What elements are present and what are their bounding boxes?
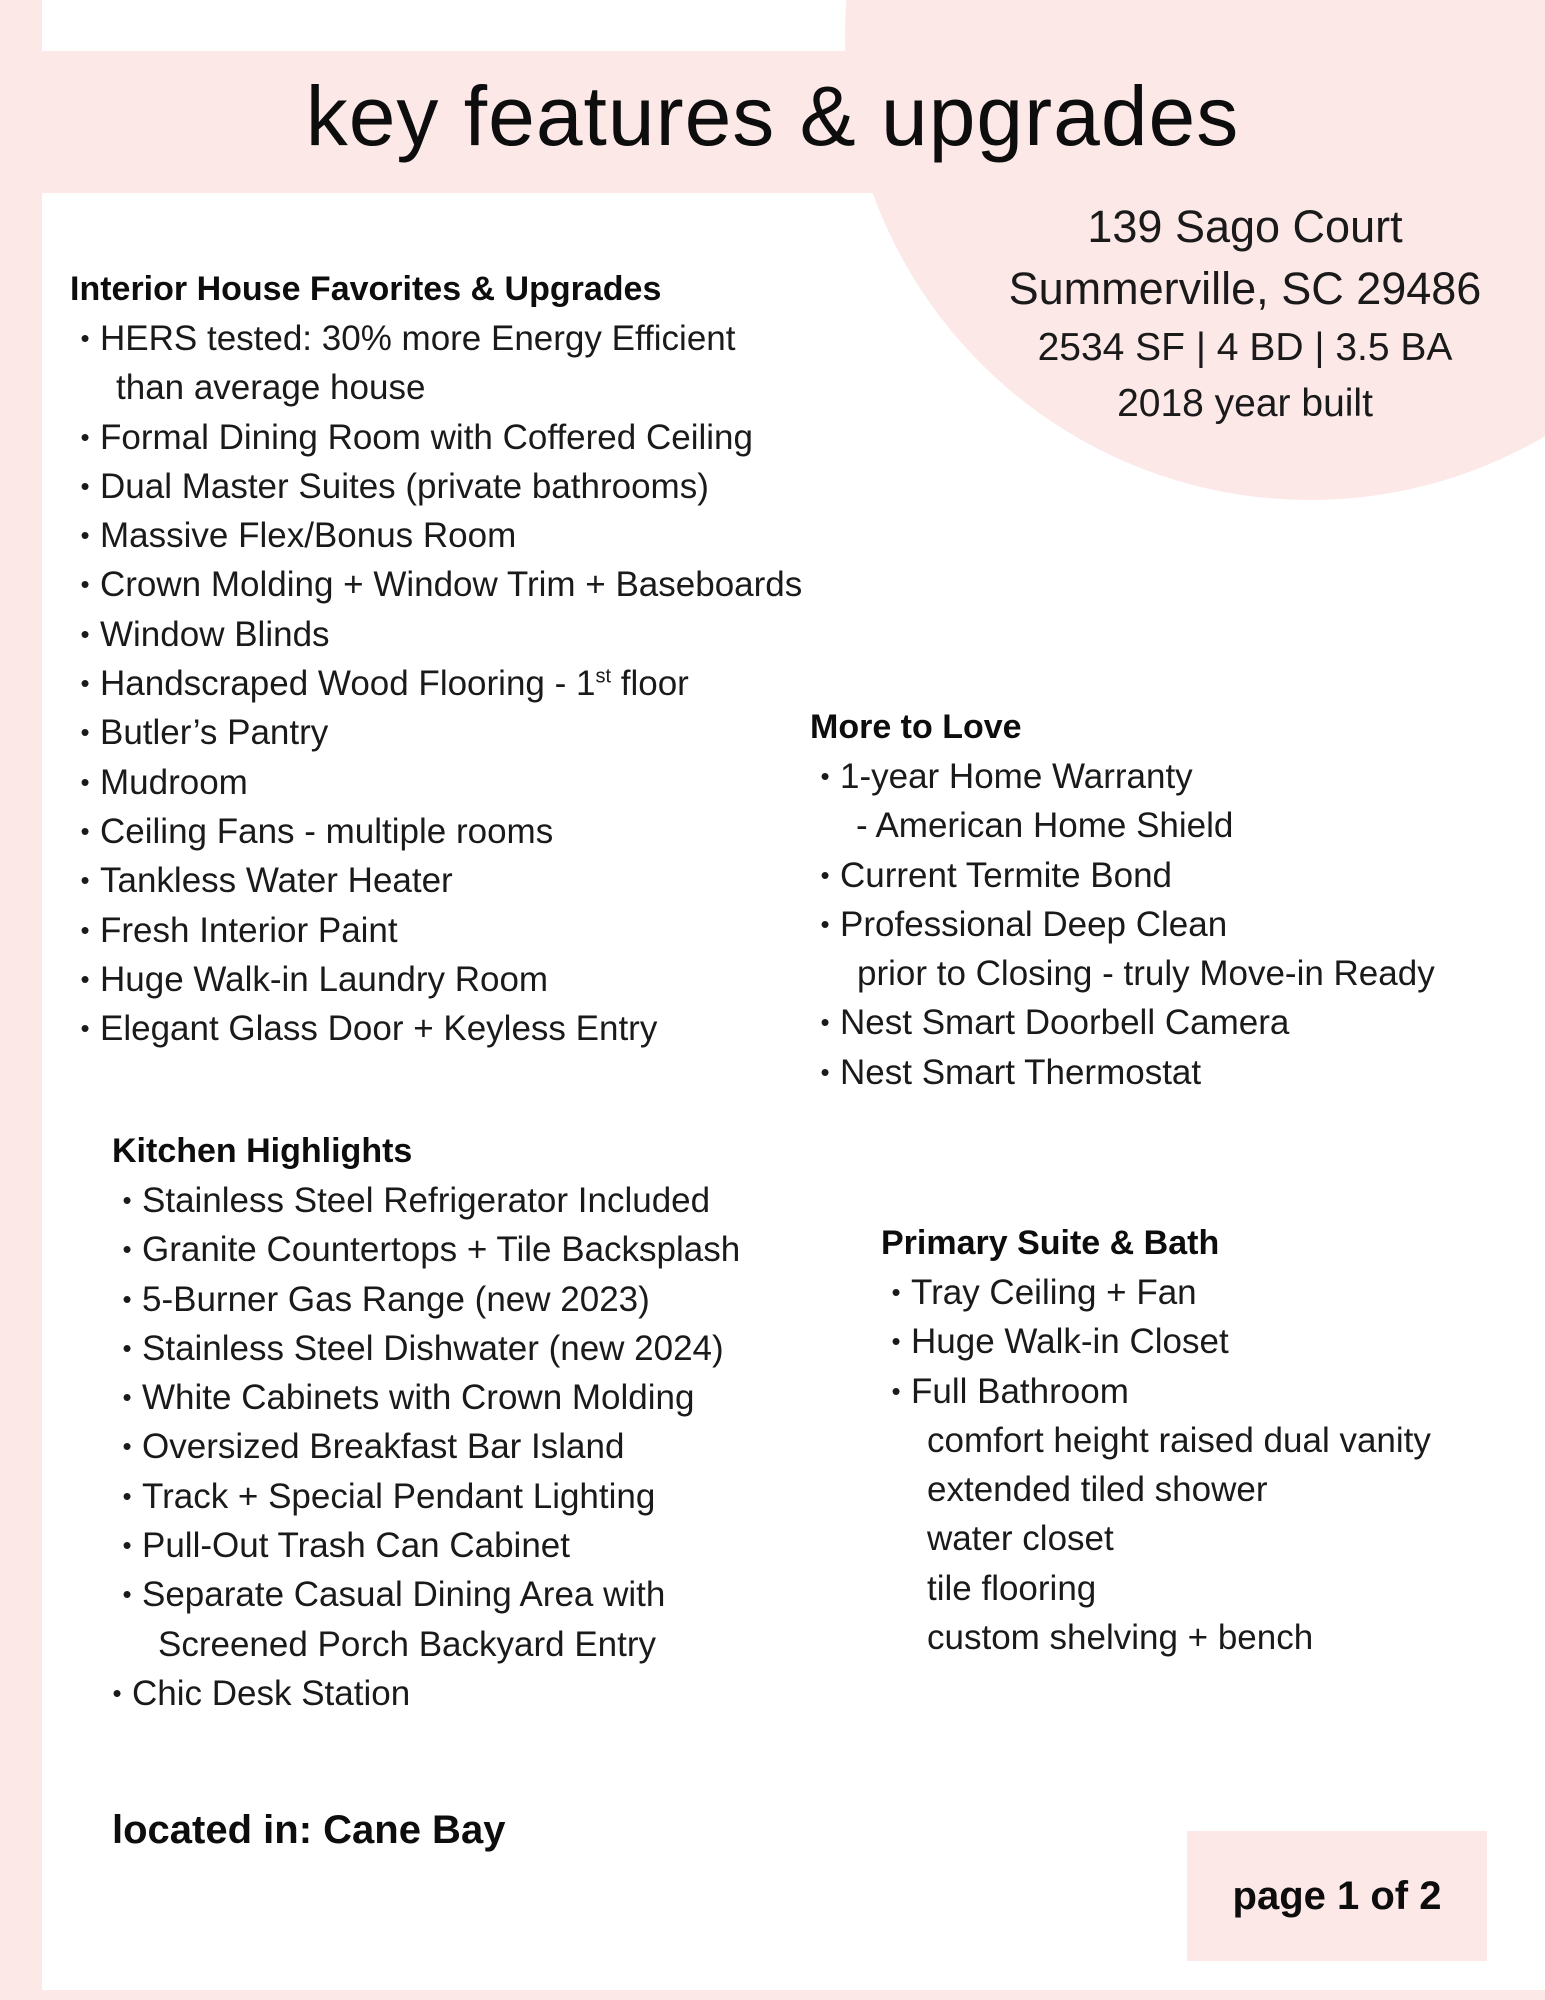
address-city: Summerville, SC 29486 bbox=[1008, 263, 1482, 314]
list-item-sub: custom shelving + bench bbox=[927, 1618, 1314, 1658]
kitchen-list bbox=[112, 1176, 740, 1718]
bullet-icon: • bbox=[80, 865, 90, 896]
bullet-icon: • bbox=[122, 1579, 132, 1610]
list-item: • Tray Ceiling + Fan bbox=[881, 1268, 1431, 1317]
bullet-icon: • bbox=[80, 323, 90, 353]
list-item: • 5-Burner Gas Range (new 2023) bbox=[112, 1275, 740, 1324]
list-item: • Current Termite Bond bbox=[810, 851, 1435, 900]
bullet-icon: • bbox=[820, 1007, 830, 1038]
bullet-icon: • bbox=[122, 1283, 132, 1314]
list-item-sub: extended tiled shower bbox=[927, 1470, 1268, 1510]
list-item: • Mudroom bbox=[70, 758, 802, 807]
list-item: • Separate Casual Dining Area with bbox=[112, 1570, 740, 1619]
list-item: • Chic Desk Station bbox=[102, 1669, 740, 1718]
list-item: • Nest Smart Thermostat bbox=[810, 1048, 1435, 1097]
interior-section bbox=[70, 265, 802, 1053]
list-item: • Elegant Glass Door + Keyless Entry bbox=[70, 1004, 802, 1053]
list-item: • Tankless Water Heater bbox=[70, 856, 802, 905]
list-item: • Full Bathroom bbox=[881, 1367, 1431, 1416]
page-title: key features & upgrades bbox=[305, 69, 1240, 163]
page-indicator bbox=[1187, 1831, 1487, 1961]
bullet-icon: • bbox=[80, 815, 90, 846]
list-item: • Granite Countertops + Tile Backsplash bbox=[112, 1225, 740, 1274]
bullet-icon: • bbox=[820, 859, 830, 890]
kitchen-section bbox=[112, 1127, 740, 1718]
list-item: • Oversized Breakfast Bar Island bbox=[112, 1422, 740, 1471]
list-item: • Ceiling Fans - multiple rooms bbox=[70, 807, 802, 856]
list-item: • Dual Master Suites (private bathrooms) bbox=[70, 462, 802, 511]
property-address bbox=[900, 196, 1545, 432]
bullet-icon: • bbox=[122, 1185, 132, 1215]
list-item: • White Cabinets with Crown Molding bbox=[112, 1373, 740, 1422]
list-item-sub: tile flooring bbox=[927, 1568, 1097, 1608]
interior-heading: Interior House Favorites & Upgrades bbox=[70, 270, 662, 308]
list-item: • Formal Dining Room with Coffered Ceiling bbox=[70, 413, 802, 462]
pink-frame-bottom bbox=[0, 1990, 1545, 2000]
kitchen-heading: Kitchen Highlights bbox=[112, 1132, 413, 1170]
bullet-icon: • bbox=[122, 1234, 132, 1265]
bullet-icon: • bbox=[122, 1382, 132, 1413]
primary-heading: Primary Suite & Bath bbox=[881, 1224, 1220, 1262]
primary-list bbox=[881, 1268, 1431, 1662]
year-built: 2018 year built bbox=[1117, 382, 1373, 425]
more-heading: More to Love bbox=[810, 708, 1022, 746]
list-item: • Huge Walk-in Closet bbox=[881, 1317, 1431, 1366]
bullet-icon: • bbox=[891, 1277, 901, 1307]
bullet-icon: • bbox=[80, 914, 90, 945]
page-number-label: page 1 of 2 bbox=[1232, 1873, 1442, 1918]
bullet-icon: • bbox=[80, 963, 90, 994]
location-label: located in: Cane Bay bbox=[112, 1808, 506, 1852]
list-item-continuation: than average house bbox=[116, 368, 426, 408]
bullet-icon: • bbox=[122, 1530, 132, 1561]
bullet-icon: • bbox=[80, 1013, 90, 1044]
bullet-icon: • bbox=[80, 766, 90, 797]
bullet-icon: • bbox=[80, 520, 90, 551]
bullet-icon: • bbox=[122, 1332, 132, 1363]
more-list bbox=[810, 752, 1435, 1097]
bullet-icon: • bbox=[122, 1480, 132, 1511]
list-item: • Pull-Out Trash Can Cabinet bbox=[112, 1521, 740, 1570]
list-item: • Stainless Steel Refrigerator Included bbox=[112, 1176, 740, 1225]
pink-frame-left bbox=[0, 0, 42, 2000]
list-item: • HERS tested: 30% more Energy Efficient bbox=[70, 314, 802, 363]
list-item: • Crown Molding + Window Trim + Baseboards bbox=[70, 560, 802, 609]
list-item: • Professional Deep Clean bbox=[810, 900, 1435, 949]
list-item-continuation: - American Home Shield bbox=[856, 806, 1234, 846]
list-item: • Fresh Interior Paint bbox=[70, 906, 802, 955]
bullet-icon: • bbox=[80, 421, 90, 452]
bullet-icon: • bbox=[820, 761, 830, 791]
bullet-icon: • bbox=[80, 618, 90, 649]
list-item-sub: comfort height raised dual vanity bbox=[927, 1420, 1431, 1460]
address-street: 139 Sago Court bbox=[1087, 201, 1403, 252]
list-item: • Huge Walk-in Laundry Room bbox=[70, 955, 802, 1004]
bullet-icon: • bbox=[820, 1056, 830, 1087]
bullet-icon: • bbox=[891, 1375, 901, 1406]
list-item-sub: water closet bbox=[927, 1519, 1114, 1559]
bullet-icon: • bbox=[80, 569, 90, 600]
property-specs: 2534 SF | 4 BD | 3.5 BA bbox=[1037, 326, 1453, 369]
list-item: • Massive Flex/Bonus Room bbox=[70, 511, 802, 560]
list-item: • Window Blinds bbox=[70, 610, 802, 659]
bullet-icon: • bbox=[80, 470, 90, 501]
primary-suite-section bbox=[881, 1219, 1431, 1662]
list-item: • Track + Special Pendant Lighting bbox=[112, 1472, 740, 1521]
list-item: • Butler’s Pantry bbox=[70, 708, 802, 757]
bullet-icon: • bbox=[80, 668, 90, 699]
list-item-continuation: prior to Closing - truly Move-in Ready bbox=[857, 954, 1435, 994]
bullet-icon: • bbox=[80, 717, 90, 748]
list-item: • Nest Smart Doorbell Camera bbox=[810, 998, 1435, 1047]
list-item: • Handscraped Wood Flooring - 1st floor bbox=[70, 659, 802, 708]
list-item: • Stainless Steel Dishwater (new 2024) bbox=[112, 1324, 740, 1373]
interior-list bbox=[70, 314, 802, 1053]
bullet-icon: • bbox=[122, 1431, 132, 1462]
list-item: • 1-year Home Warranty bbox=[810, 752, 1435, 801]
list-item-continuation: Screened Porch Backyard Entry bbox=[158, 1624, 657, 1664]
more-to-love-section bbox=[810, 703, 1435, 1097]
bullet-icon: • bbox=[891, 1326, 901, 1357]
bullet-icon: • bbox=[820, 908, 830, 939]
bullet-icon: • bbox=[112, 1677, 122, 1708]
